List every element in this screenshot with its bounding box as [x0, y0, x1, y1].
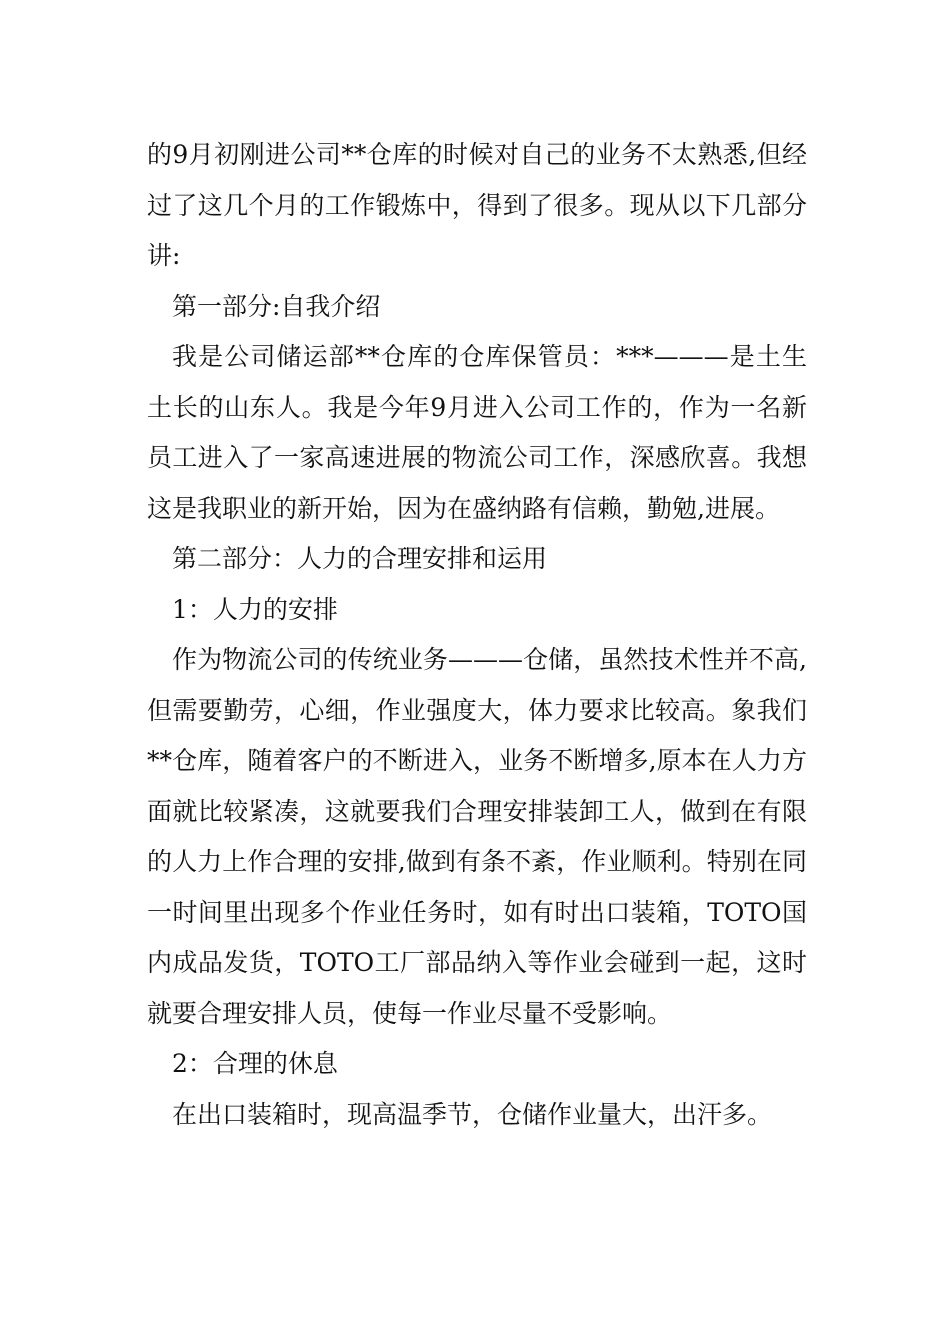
- section-heading-part-two: 第二部分：人力的合理安排和运用: [172, 544, 548, 573]
- paragraph-reasonable-rest: 在出口装箱时，现高温季节，仓储作业量大，出汗多。: [172, 1099, 773, 1129]
- paragraph-manpower-arrangement: 作为物流公司的传统业务———仓储，虽然技术性并不高,但需要勤劳，心细，作业强度大，体力要求比较高。象我们**仓库，随着客户的不断进入，业务不断增多,原本在人力方面就比较紧凑，这就要我们合理安排装卸工人，做到在有限的人力上作合理的安排,做到有条不紊，作业顺利。特别在同一时间里出现多个作业任务时，如有时出口装箱，TOTO国内成品发货，TOTO工厂部品纳入等作业会碰到一起，这时就要合理安排人员，使每一作业尽量不受影响。: [147, 645, 807, 1028]
- paragraph-intro-continuation: 的9月初刚进公司**仓库的时候对自己的业务不太熟悉,但经过了这几个月的工作锻炼中，得到了很多。现从以下几部分讲:: [147, 140, 807, 270]
- paragraph-self-introduction: 我是公司储运部**仓库的仓库保管员：***———是土生土长的山东人。我是今年9月进入公司工作的，作为一名新员工进入了一家高速进展的物流公司工作，深感欣喜。我想这是我职业的新开始，因为在盛纳路有信赖，勤勉,进展。: [147, 342, 807, 523]
- subheading-reasonable-rest: 2：合理的休息: [172, 1049, 338, 1078]
- subheading-manpower-arrangement: 1：人力的安排: [172, 594, 338, 624]
- section-heading-part-one: 第一部分:自我介绍: [172, 291, 381, 321]
- document-body: [147, 130, 807, 1140]
